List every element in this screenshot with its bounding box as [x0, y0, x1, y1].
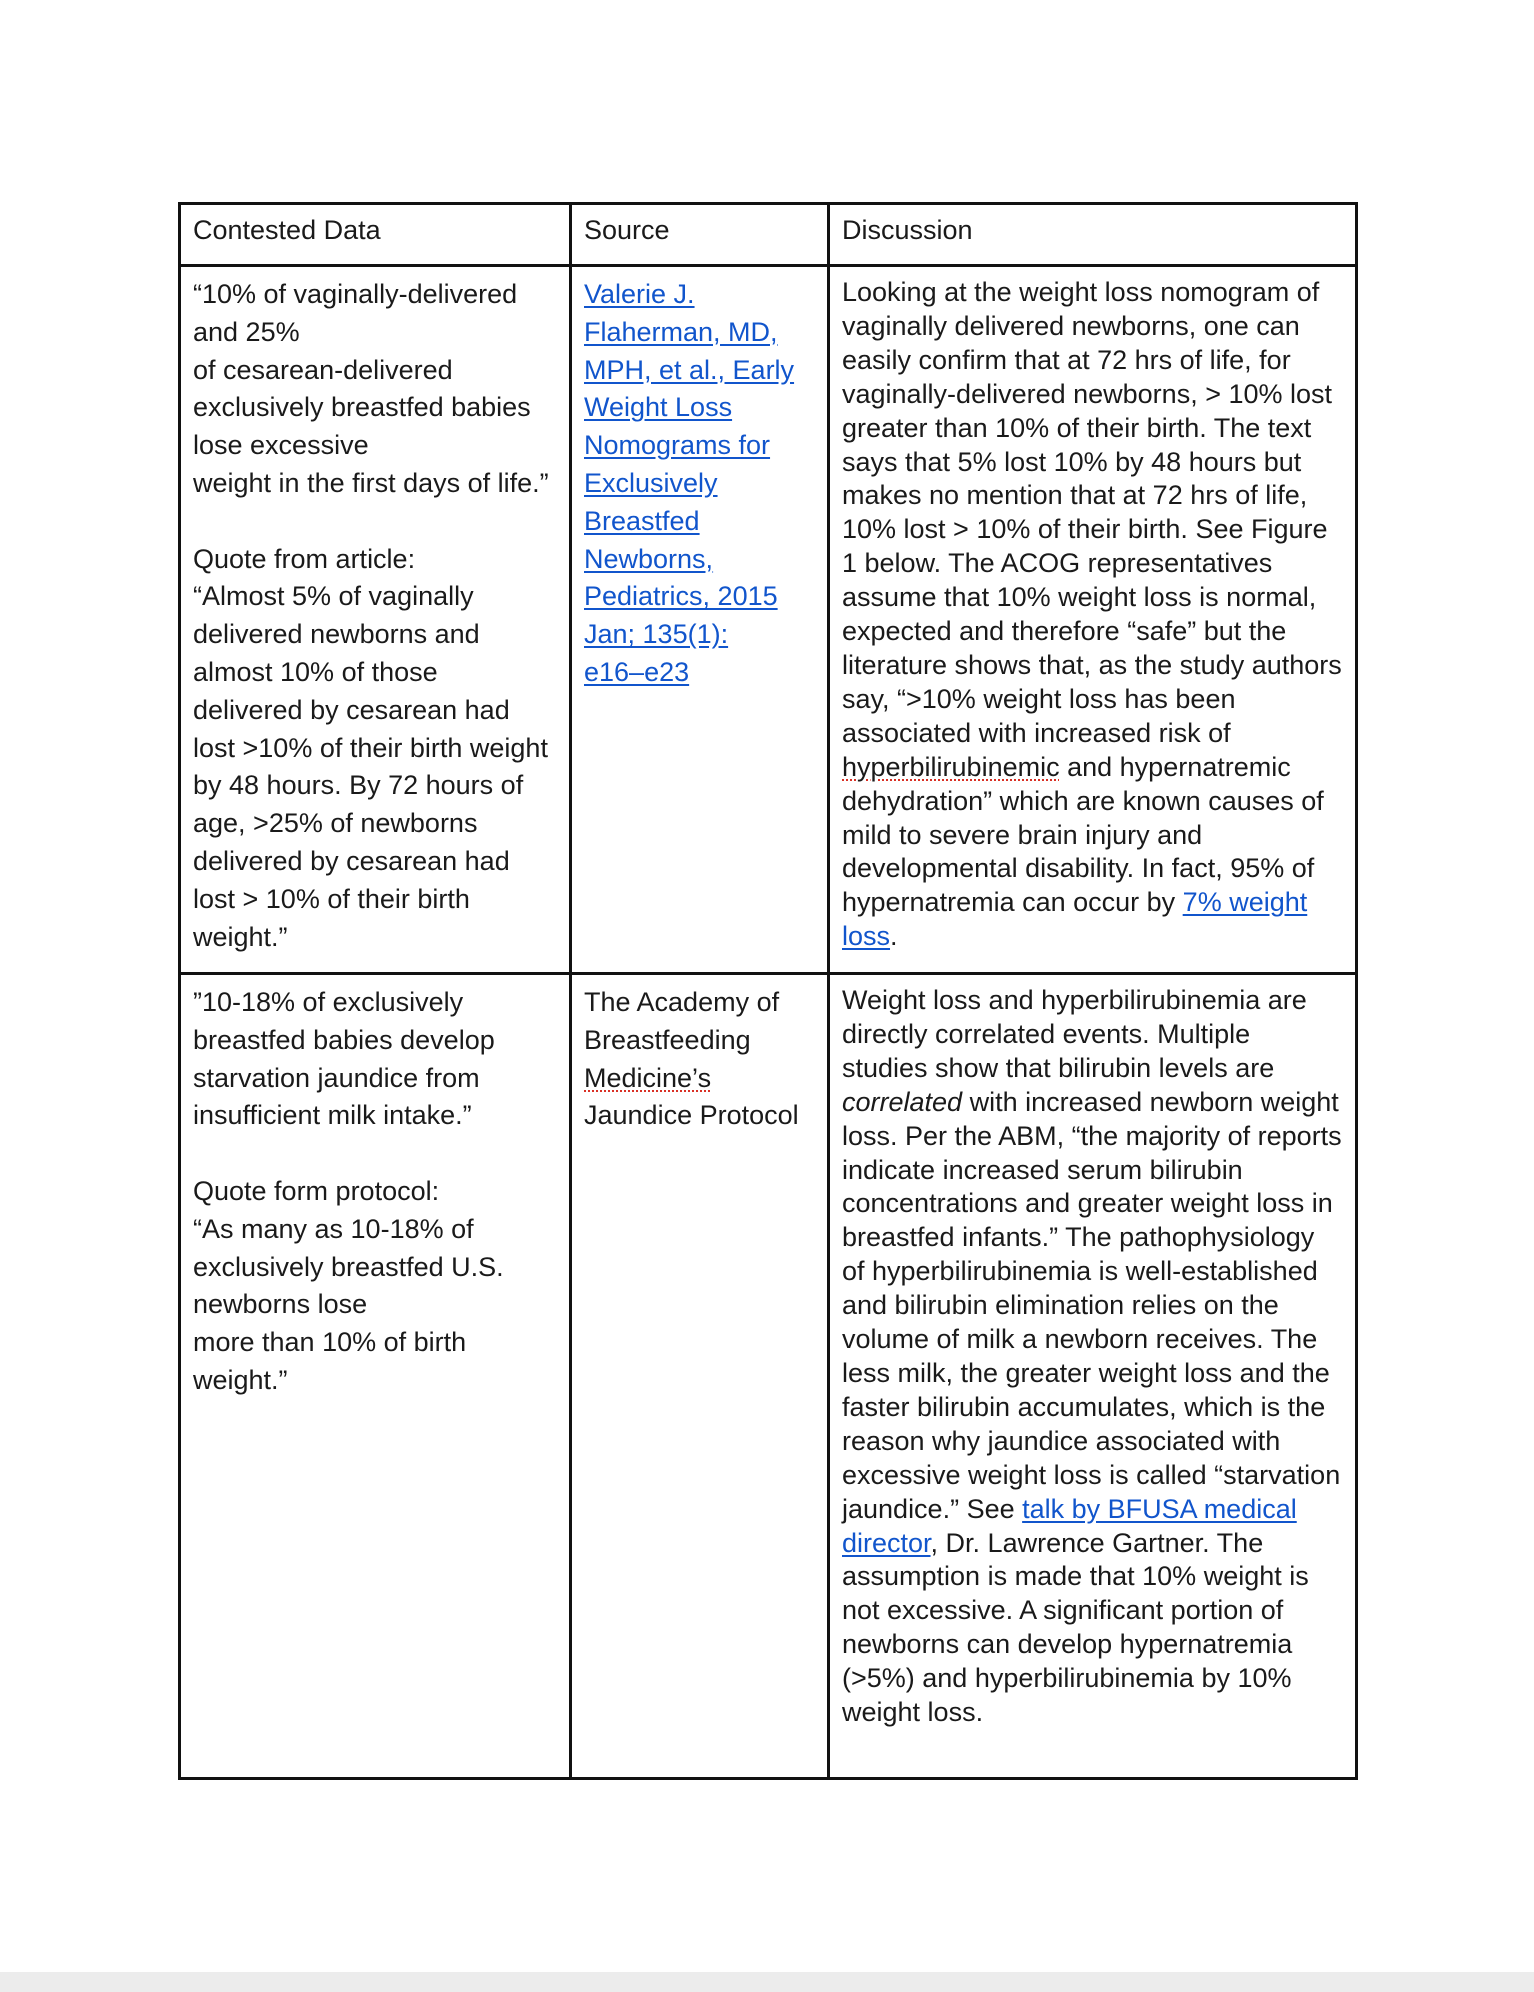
discussion-text	[842, 276, 1343, 954]
page-bottom-edge	[0, 1972, 1534, 1992]
discussion-cell	[829, 266, 1357, 974]
spellcheck-flagged-word[interactable]: Medicine’s	[584, 1062, 712, 1093]
header-discussion: Discussion	[829, 204, 1357, 266]
discussion-text-part: .	[890, 921, 898, 952]
discussion-text-part: and hypernatremic dehydration” which are known causes of mild to severe brain injury and developmental disability. In fact, 95% of hypernatremia can occur by	[842, 751, 1324, 918]
table-row	[180, 266, 1357, 974]
source-cell	[571, 266, 829, 974]
source-cell	[571, 974, 829, 1779]
discussion-text	[842, 984, 1343, 1730]
source-text-part: The Academy of Breastfeeding	[584, 987, 780, 1055]
contested-data-text: “10% of vaginally-delivered and 25% of cesarean-delivered exclusively breastfed babies lose excessive weight in the first days of life.” Quote from article: “Almost 5% of vaginally delivered newborns and almost 10% of those delivered by cesarean had lost >10% of their birth weight by 48 hours. By 72 hours of age, >25% of newborns delivered by cesarean had lost > 10% of their birth weight.”	[193, 279, 549, 952]
source-text-part: Jaundice Protocol	[584, 1100, 799, 1131]
discussion-text-part: Looking at the weight loss nomogram of vaginally delivered newborns, one can easily confirm that at 72 hrs of life, for vaginally-delivered newborns, > 10% lost greater than 10% of their birth. The text says that 5% lost 10% by 48 hours but makes no mention that at 72 hrs of life, 10% lost > 10% of their birth. See Figure 1 below. The ACOG representatives assume that 10% weight loss is normal, expected and therefore “safe” but the literature shows that, as the study authors say, “>10% weight loss has been associated with increased risk of	[842, 277, 1342, 748]
header-source: Source	[571, 204, 829, 266]
source-text	[584, 984, 815, 1135]
table-row	[180, 974, 1357, 1779]
discussion-cell	[829, 974, 1357, 1779]
discussion-text-part: with increased newborn weight loss. Per the ABM, “the majority of reports indicate increased serum bilirubin concentrations and greater weight loss in breastfed infants.” The pathophysiology of hyperbilirubinemia is well-established and bilirubin elimination relies on the volume of milk a newborn receives. The less milk, the greater weight loss and the faster bilirubin accumulates, which is the reason why jaundice associated with excessive weight loss is called “starvation jaundice.” See	[842, 1086, 1342, 1524]
source-link-flaherman[interactable]: Valerie J. Flaherman, MD, MPH, et al., Early Weight Loss Nomograms for Exclusively Breastfed Newborns, Pediatrics, 2015 Jan; 135(1): e16–e23	[584, 279, 795, 687]
discussion-text-part: Weight loss and hyperbilirubinemia are directly correlated events. Multiple studies show that bilirubin levels are	[842, 985, 1307, 1083]
table-header-row	[180, 204, 1357, 266]
discussion-italic-word: correlated	[842, 1086, 963, 1117]
spellcheck-flagged-word[interactable]: hyperbilirubinemic	[842, 751, 1060, 782]
contested-data-cell	[180, 974, 571, 1779]
contested-data-text: ”10-18% of exclusively breastfed babies develop starvation jaundice from insufficient milk intake.” Quote form protocol: “As many as 10-18% of exclusively breastfed U.S. newborns lose more than 10% of birth weight.”	[193, 987, 504, 1395]
discussion-text-part: , Dr. Lawrence Gartner. The assumption is made that 10% weight is not excessive. A significant portion of newborns can develop hypernatremia (>5%) and hyperbilirubinemia by 10% weight loss.	[842, 1527, 1309, 1728]
bfusa-talk-link[interactable]: talk by BFUSA medical director	[842, 1493, 1297, 1558]
weight-loss-link[interactable]: 7% weight loss	[842, 887, 1308, 952]
contested-data-table	[178, 202, 1358, 1780]
header-contested-data: Contested Data	[180, 204, 571, 266]
contested-data-cell	[180, 266, 571, 974]
